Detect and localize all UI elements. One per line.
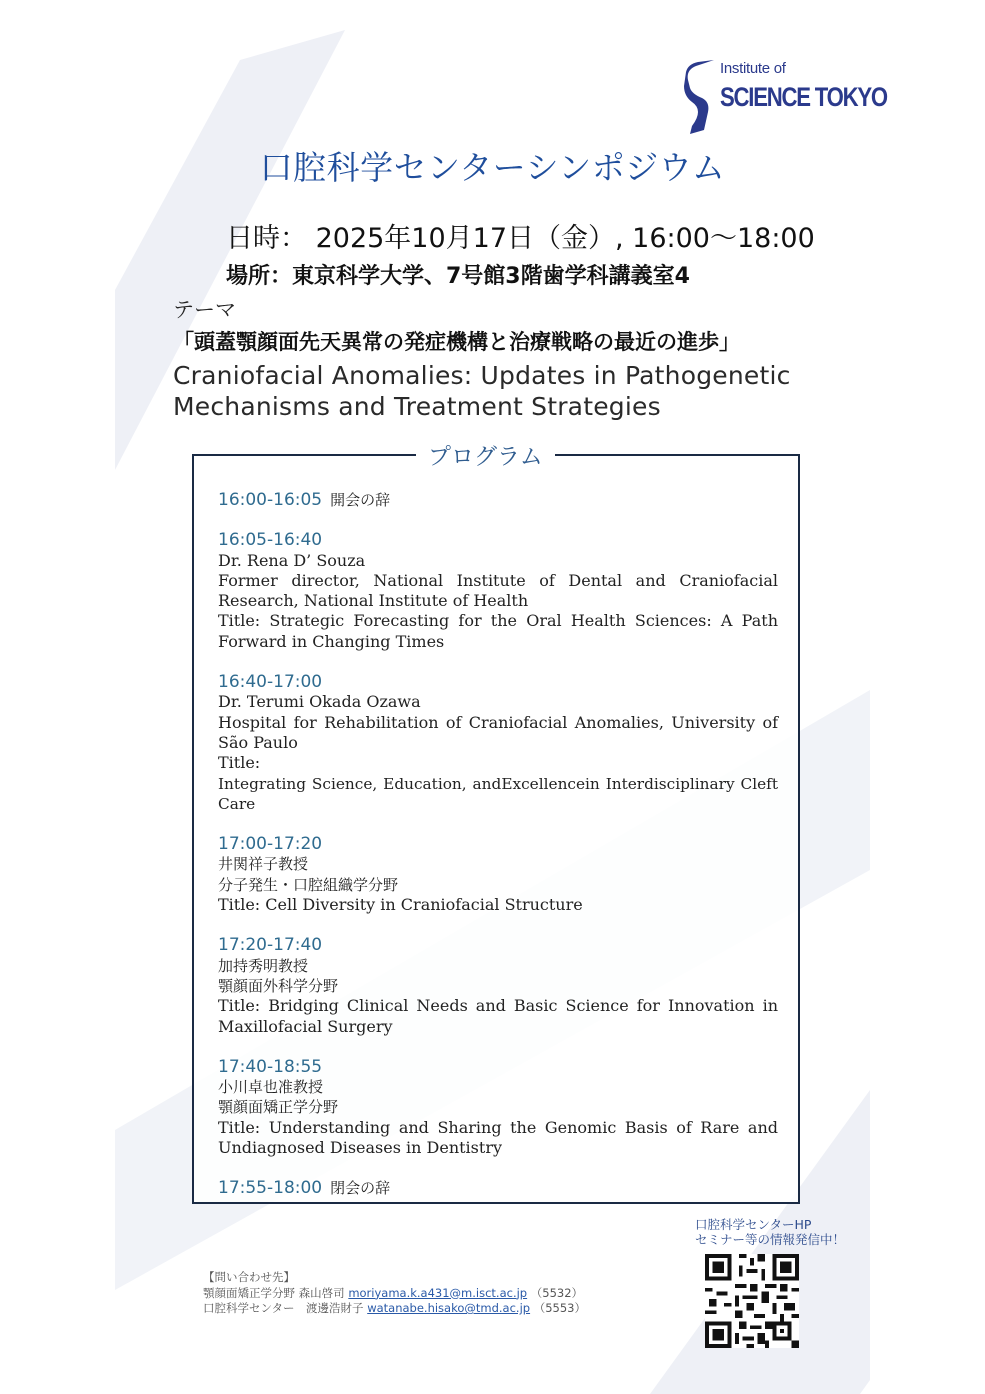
science-tokyo-logo-icon (684, 58, 720, 136)
session-speaker: 井関祥子教授 (218, 855, 309, 874)
session-talk-title: Title: Bridging Clinical Needs and Basic Science for Innovation in Maxillofacial Surgery (218, 996, 778, 1036)
session-talk-title: Integrating Science, Education, andExcellencein Interdisciplinary Cleft Care (218, 774, 778, 813)
page-title: 口腔科学センターシンポジウム (259, 148, 726, 187)
contact-dept: 顎顔面矯正学分野 森山啓司 (203, 1285, 345, 1300)
contact-email-link[interactable]: watanabe.hisako@tmd.ac.jp (367, 1301, 531, 1315)
theme-title-jp: 「頭蓋顎顔面先天異常の発症機構と治療戦略の最近の進歩」 (173, 330, 740, 354)
theme-section (173, 294, 853, 422)
event-venue: 場所：東京科学大学、7号館3階歯学科講義室4 (226, 264, 690, 289)
event-datetime: 日時： 2025年10月17日（金）, 16:00～18:00 (226, 223, 815, 254)
contact-email-link[interactable]: moriyama.k.a431@m.isct.ac.jp (348, 1285, 528, 1300)
program-session (218, 1057, 778, 1158)
session-affiliation: 顎顔面矯正学分野 (218, 1098, 339, 1117)
session-affiliation: 顎顔面外科学分野 (218, 976, 339, 995)
program-session (218, 672, 778, 814)
program-heading: プログラム (416, 438, 555, 471)
session-time: 16:05-16:40 (218, 530, 323, 551)
program-session (218, 1178, 778, 1198)
session-label: 開会の辞 (330, 491, 391, 509)
session-affiliation: Hospital for Rehabilitation of Craniofacial Anomalies, University of São Paulo (218, 712, 778, 752)
contact-row (203, 1301, 586, 1317)
session-talk-title: Title: Cell Diversity in Craniofacial Structure (218, 895, 583, 915)
contact-row (203, 1286, 586, 1302)
contact-ext: （5553） (533, 1301, 587, 1315)
qr-caption (695, 1217, 845, 1247)
session-speaker: Dr. Terumi Okada Ozawa (218, 692, 421, 712)
event-info (226, 216, 815, 290)
institute-logo (684, 58, 887, 136)
session-time: 17:40-18:55 (218, 1056, 323, 1077)
logo-brand-text: SCIENCE TOKYO (720, 82, 887, 112)
session-talk-label: Title: (218, 753, 261, 773)
program-session (218, 530, 778, 652)
session-label: 閉会の辞 (330, 1179, 391, 1198)
session-time: 17:55-18:00 (218, 1178, 323, 1199)
contact-dept: 口腔科学センター 渡邊浩財子 (203, 1301, 364, 1315)
program-session (218, 834, 778, 915)
session-time: 17:00-17:20 (218, 834, 323, 855)
session-talk-title: Title: Understanding and Sharing the Genomic Basis of Rare and Undiagnosed Diseases in Dentistry (218, 1117, 778, 1158)
theme-label: テーマ (173, 298, 236, 322)
session-speaker: Dr. Rena D’ Souza (218, 550, 366, 570)
program-session (218, 935, 778, 1036)
session-talk-title: Title: Strategic Forecasting for the Oral Health Sciences: A Path Forward in Changing Times (218, 611, 778, 651)
contact-ext: （5532） (530, 1285, 584, 1300)
logo-institute-text: Institute of (720, 60, 786, 77)
program-session (218, 490, 778, 510)
program-list (218, 490, 778, 1219)
qr-caption-line2: セミナー等の情報発信中！ (695, 1232, 846, 1247)
session-affiliation: Former director, National Institute of Dental and Craniofacial Research, National Institute of Health (218, 570, 778, 611)
session-time: 17:20-17:40 (218, 935, 323, 956)
qr-caption-line1: 口腔科学センターHP (695, 1217, 812, 1232)
session-time: 16:00-16:05 (218, 490, 323, 510)
session-affiliation: 分子発生・口腔組織学分野 (218, 875, 399, 894)
contact-heading: 【問い合わせ先】 (203, 1270, 295, 1284)
theme-title-en: Craniofacial Anomalies: Updates in Pathogenetic Mechanisms and Treatment Strategies (173, 361, 791, 421)
contact-info (203, 1270, 586, 1317)
session-speaker: 小川卓也准教授 (218, 1078, 324, 1097)
qr-code-icon[interactable] (705, 1254, 799, 1348)
session-time: 16:40-17:00 (218, 672, 323, 693)
session-speaker: 加持秀明教授 (218, 956, 309, 975)
